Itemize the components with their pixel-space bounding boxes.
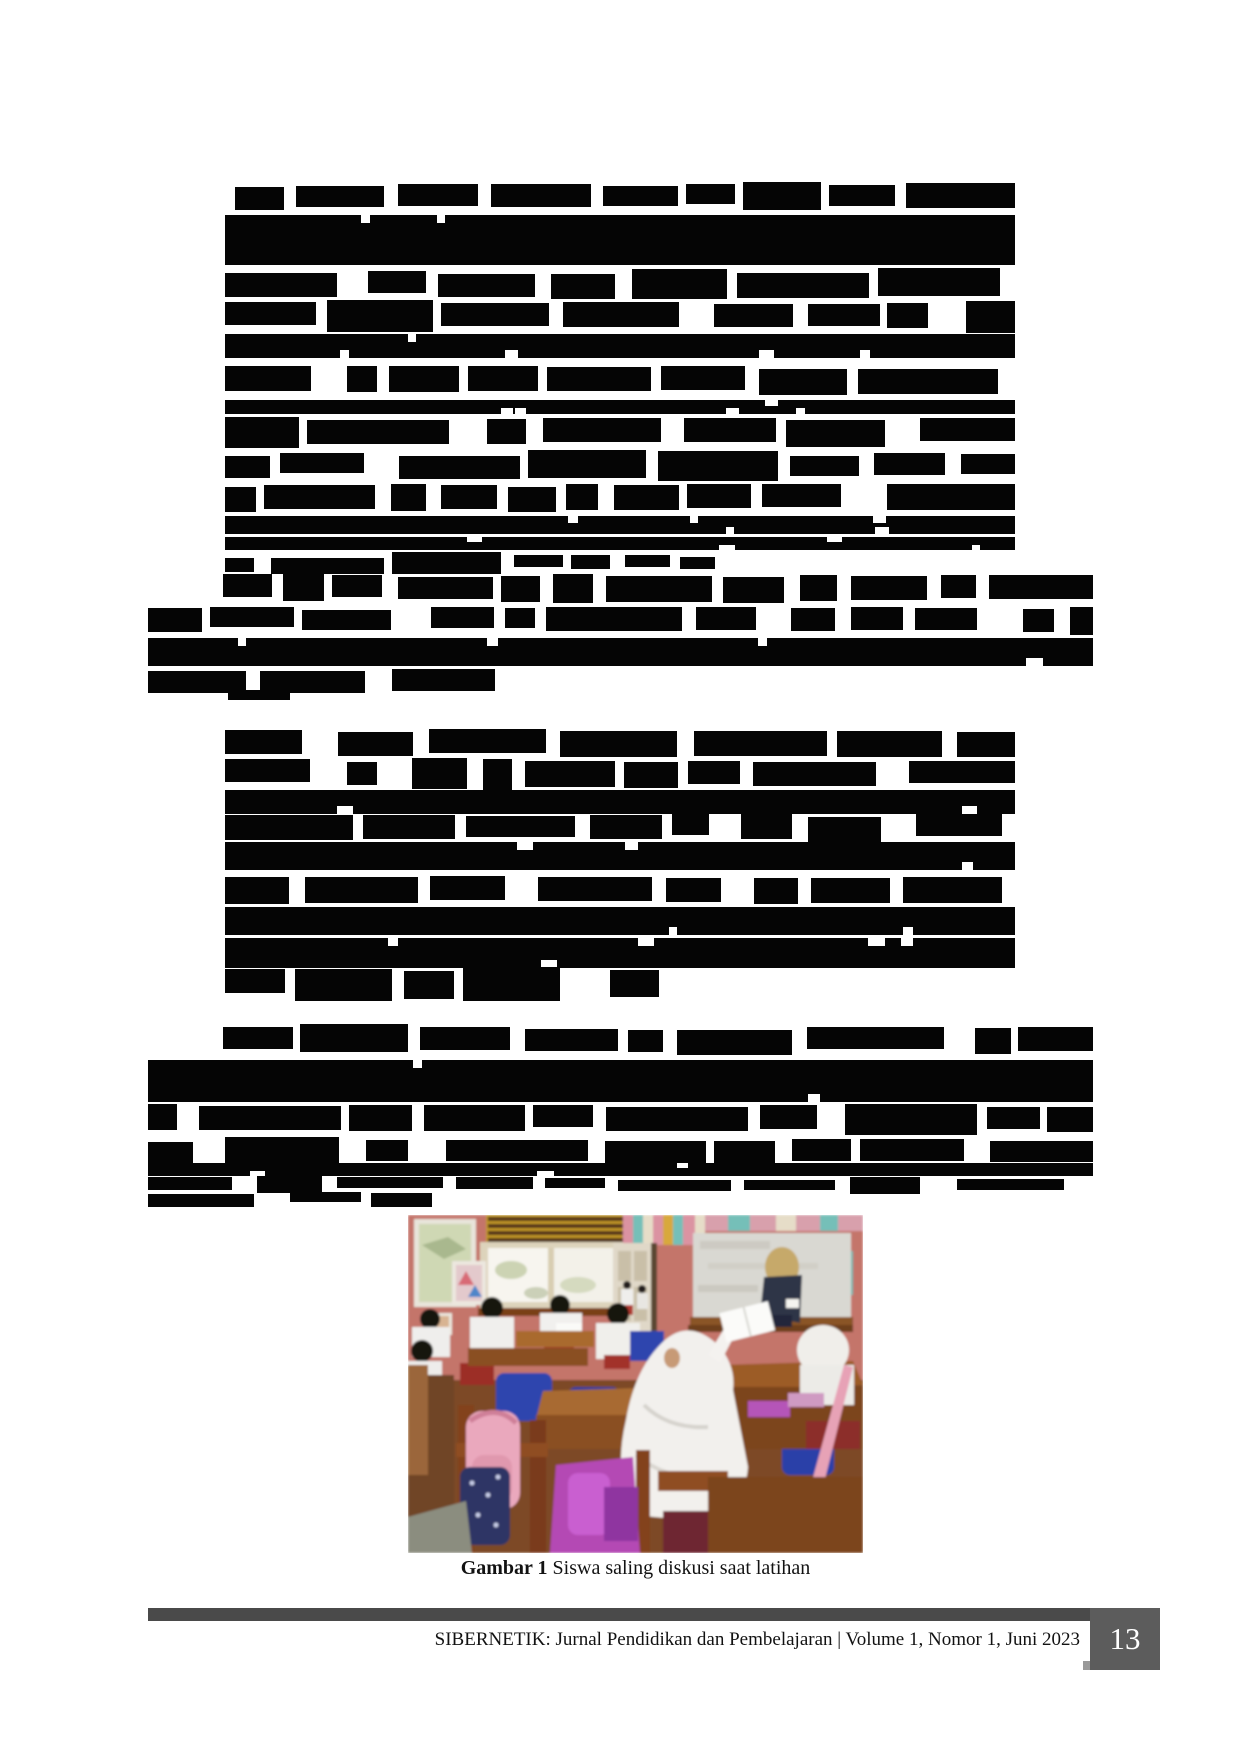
redaction-gap <box>962 862 974 870</box>
redaction-bar <box>295 969 392 1001</box>
redaction-bar <box>605 1141 707 1164</box>
redaction-bar <box>225 400 1015 414</box>
redaction-bar <box>363 815 455 839</box>
redaction-bar <box>624 762 678 788</box>
redaction-bar <box>225 842 1015 870</box>
redaction-bar <box>491 184 592 207</box>
redaction-bar <box>199 1106 341 1130</box>
redaction-bar <box>347 366 377 392</box>
redaction-bar <box>505 608 535 628</box>
redaction-bar <box>684 418 776 442</box>
redaction-bar <box>468 366 537 391</box>
redaction-bar <box>957 1179 1063 1190</box>
redaction-bar <box>632 269 727 299</box>
redaction-bar <box>975 1028 1011 1054</box>
redaction-bar <box>235 187 284 210</box>
redaction-bar <box>399 456 519 479</box>
redaction-bar <box>553 574 593 603</box>
redaction-gap <box>625 842 637 850</box>
redaction-bar <box>744 1180 835 1190</box>
redaction-gap <box>901 938 913 946</box>
redaction-bar <box>686 184 735 204</box>
redaction-bar <box>1023 609 1054 632</box>
redaction-gap <box>501 408 513 414</box>
redaction-bar <box>714 1141 775 1165</box>
redaction-bar <box>347 762 377 785</box>
journal-footer-text: SIBERNETIK: Jurnal Pendidikan dan Pembelajaran | Volume 1, Nomor 1, Juni 2023 <box>434 1629 1080 1650</box>
redaction-bar <box>392 669 495 691</box>
redaction-bar <box>430 876 505 900</box>
redaction-bar <box>957 732 1015 757</box>
redaction-bar <box>590 815 662 839</box>
redaction-bar <box>987 1107 1040 1129</box>
redaction-bar <box>533 1105 594 1127</box>
redaction-bar <box>225 273 337 297</box>
redaction-bar <box>296 186 385 207</box>
redaction-bar <box>688 761 740 784</box>
redaction-bar <box>223 574 272 597</box>
redaction-bar <box>514 555 563 567</box>
redaction-bar <box>625 555 670 567</box>
redaction-bar <box>860 1139 964 1161</box>
redaction-bar <box>525 761 615 787</box>
redaction-bar <box>225 215 1015 265</box>
redaction-bar <box>696 607 756 630</box>
redaction-bar <box>941 575 975 598</box>
redaction-bar <box>225 366 311 391</box>
figure-caption <box>383 1557 888 1580</box>
redaction-gap <box>568 516 578 523</box>
redaction-bar <box>961 454 1015 474</box>
redaction-bar <box>547 367 651 391</box>
redaction-bar <box>332 575 382 597</box>
redaction-bar <box>800 575 837 601</box>
redaction-bar <box>754 878 798 904</box>
redaction-bar <box>545 1178 605 1188</box>
redaction-gap <box>238 638 247 646</box>
redaction-bar <box>672 814 709 835</box>
redaction-bar <box>148 638 1093 666</box>
redaction-gap <box>690 516 698 523</box>
redaction-bar <box>225 1137 338 1163</box>
redaction-gap <box>388 938 398 946</box>
figure-caption-label: Gambar 1 <box>460 1557 548 1579</box>
redaction-gap <box>638 938 655 946</box>
redaction-gap <box>962 806 977 814</box>
redaction-bar <box>858 369 999 394</box>
redaction-gap <box>873 516 887 523</box>
redaction-bar <box>225 456 270 478</box>
redaction-gap <box>517 842 533 850</box>
redaction-gap <box>726 527 734 534</box>
redaction-bar <box>225 537 1015 550</box>
redaction-bar <box>337 1177 443 1188</box>
redaction-bar <box>398 577 493 599</box>
redaction-bar <box>845 1104 977 1135</box>
redaction-bar <box>441 485 496 509</box>
redaction-bar <box>603 186 678 206</box>
redaction-bar <box>737 273 869 298</box>
redaction-bar <box>989 575 1093 599</box>
redaction-bar <box>1070 607 1093 635</box>
page-number-box <box>1090 1608 1160 1670</box>
redaction-gap <box>875 527 889 534</box>
page-number: 13 <box>1109 1621 1141 1656</box>
redaction-bar <box>371 1193 432 1207</box>
redaction-bar <box>887 484 1015 510</box>
redaction-bar <box>661 366 745 390</box>
redaction-bar <box>680 557 714 569</box>
redaction-bar <box>441 303 548 326</box>
redaction-gap <box>808 1094 820 1102</box>
redaction-gap <box>537 1171 554 1176</box>
redaction-bar <box>420 1027 509 1050</box>
redaction-bar <box>851 576 927 600</box>
redaction-gap <box>361 215 370 223</box>
redaction-bar <box>148 1104 177 1130</box>
redaction-bar <box>463 967 560 1001</box>
redaction-bar <box>811 878 891 903</box>
redaction-bar <box>850 1177 920 1194</box>
redaction-bar <box>412 758 468 789</box>
redaction-bar <box>283 572 324 601</box>
redaction-bar <box>560 731 677 757</box>
redaction-bar <box>404 971 454 999</box>
redaction-bar <box>525 1029 619 1051</box>
redaction-bar <box>551 274 615 299</box>
redaction-bar <box>225 516 1015 534</box>
redaction-bar <box>389 366 459 392</box>
redaction-gap <box>408 334 416 342</box>
redaction-gap <box>758 638 767 646</box>
redaction-gap <box>827 537 842 542</box>
redaction-bar <box>694 731 828 756</box>
redaction-bar <box>307 420 449 444</box>
redaction-bar <box>148 1177 232 1190</box>
redaction-bar <box>290 1192 362 1202</box>
redaction-bar <box>792 1139 851 1161</box>
redaction-gap <box>677 1163 688 1168</box>
redaction-bar <box>658 451 778 481</box>
redaction-gap <box>726 408 739 414</box>
redaction-bar <box>366 1140 407 1161</box>
redaction-gap <box>505 350 518 358</box>
redaction-bar <box>546 607 682 631</box>
redaction-bar <box>791 608 835 631</box>
redaction-gap <box>765 400 778 406</box>
redaction-bar <box>391 484 426 511</box>
redaction-bar <box>1018 1027 1093 1051</box>
redaction-bar <box>225 730 302 754</box>
redaction-gap <box>340 350 349 358</box>
redaction-bar <box>906 183 1015 208</box>
redaction-bar <box>878 268 1000 296</box>
redaction-bar <box>723 577 783 603</box>
redaction-bar <box>837 731 942 757</box>
redaction-bar <box>851 607 903 630</box>
redaction-bar <box>148 1142 193 1165</box>
redaction-bar <box>808 304 880 326</box>
redaction-bar <box>760 1105 818 1129</box>
redaction-gap <box>515 408 526 414</box>
redaction-bar <box>368 271 426 293</box>
redaction-bar <box>874 453 945 475</box>
redaction-bar <box>264 485 375 509</box>
redaction-bar <box>753 762 875 786</box>
redaction-bar <box>210 607 293 627</box>
redaction-bar <box>225 558 254 572</box>
redaction-bar <box>392 552 501 574</box>
redaction-bar <box>225 487 256 512</box>
redaction-bar <box>743 182 821 210</box>
redaction-bar <box>966 301 1015 333</box>
redaction-bar <box>628 1030 663 1052</box>
redaction-bar <box>915 608 977 630</box>
redaction-bar <box>829 185 894 206</box>
redaction-bar <box>741 814 792 839</box>
redaction-bar <box>610 970 660 997</box>
redaction-bar <box>677 1030 791 1055</box>
redaction-gap <box>868 938 885 946</box>
redaction-bar <box>563 302 680 327</box>
redaction-bar <box>225 877 289 904</box>
redaction-bar <box>148 1060 1093 1102</box>
redaction-bar <box>327 300 433 332</box>
redaction-bar <box>714 304 793 327</box>
redaction-bar <box>487 419 527 444</box>
redaction-bar <box>148 1194 254 1207</box>
redaction-bar <box>909 761 1015 783</box>
redaction-bar <box>225 969 285 993</box>
redaction-bar <box>424 1105 526 1131</box>
redaction-bar <box>614 485 678 510</box>
redaction-gap <box>1026 658 1043 666</box>
redaction-bar <box>225 417 299 448</box>
redaction-bar <box>338 732 413 756</box>
redaction-bar <box>903 877 1002 903</box>
redaction-bar <box>398 184 478 206</box>
redaction-bar <box>438 274 535 297</box>
redaction-bar <box>225 938 1015 968</box>
redaction-bar <box>538 877 652 901</box>
redaction-bar <box>528 450 646 478</box>
redaction-gap <box>413 1060 422 1068</box>
redaction-gap <box>972 545 979 550</box>
redaction-bar <box>762 484 841 507</box>
redaction-bar <box>456 1177 533 1189</box>
redaction-bar <box>225 907 1015 935</box>
redaction-bar <box>990 1141 1093 1162</box>
redaction-gap <box>860 350 870 358</box>
redaction-bar <box>571 555 610 569</box>
redaction-bar <box>223 1027 293 1049</box>
redaction-gap <box>467 537 482 542</box>
redaction-bar <box>225 815 353 840</box>
redaction-bar <box>786 420 886 447</box>
redaction-bar <box>566 484 597 510</box>
redaction-bar <box>429 729 546 753</box>
redaction-bar <box>687 484 751 508</box>
redaction-bar <box>483 759 513 790</box>
redaction-bar <box>606 1107 748 1131</box>
redaction-bar <box>302 610 391 630</box>
redaction-bar <box>666 878 721 902</box>
redaction-bar <box>508 487 556 512</box>
redaction-bar <box>1047 1107 1093 1132</box>
redaction-bar <box>446 1140 588 1161</box>
redaction-bar <box>790 456 859 476</box>
redaction-bar <box>606 576 712 602</box>
classroom-photo <box>408 1215 863 1553</box>
redaction-bar <box>501 576 540 602</box>
redaction-gap <box>669 927 677 935</box>
redaction-bar <box>431 607 493 628</box>
redaction-gap <box>337 806 353 814</box>
redaction-bar <box>280 453 364 473</box>
redaction-gap <box>903 927 913 935</box>
redaction-bar <box>257 1176 321 1193</box>
redaction-gap <box>759 350 774 358</box>
redaction-gap <box>719 545 736 550</box>
redaction-bar <box>618 1180 731 1191</box>
redaction-bar <box>887 303 928 328</box>
redaction-bar <box>466 816 576 837</box>
redaction-bar <box>807 1027 944 1049</box>
redaction-gap <box>437 215 445 223</box>
redaction-bar <box>300 1024 408 1052</box>
redaction-bar <box>543 418 661 442</box>
redaction-bar <box>225 302 316 325</box>
figure-caption-text: Siswa saling diskusi saat latihan <box>547 1557 811 1579</box>
footer-divider <box>148 1608 1160 1621</box>
redaction-bar <box>225 759 310 782</box>
redaction-gap <box>796 408 805 414</box>
redaction-bar <box>920 418 1015 441</box>
redaction-bar <box>148 608 202 632</box>
figure-1 <box>408 1215 863 1553</box>
redaction-gap <box>487 638 497 646</box>
redaction-bar <box>808 817 881 842</box>
redaction-bar <box>916 814 1002 836</box>
redaction-bar <box>305 877 418 903</box>
redaction-bar <box>349 1105 412 1131</box>
redaction-bar <box>148 1163 1093 1176</box>
redaction-bar <box>759 369 847 395</box>
redaction-bar <box>228 690 290 700</box>
